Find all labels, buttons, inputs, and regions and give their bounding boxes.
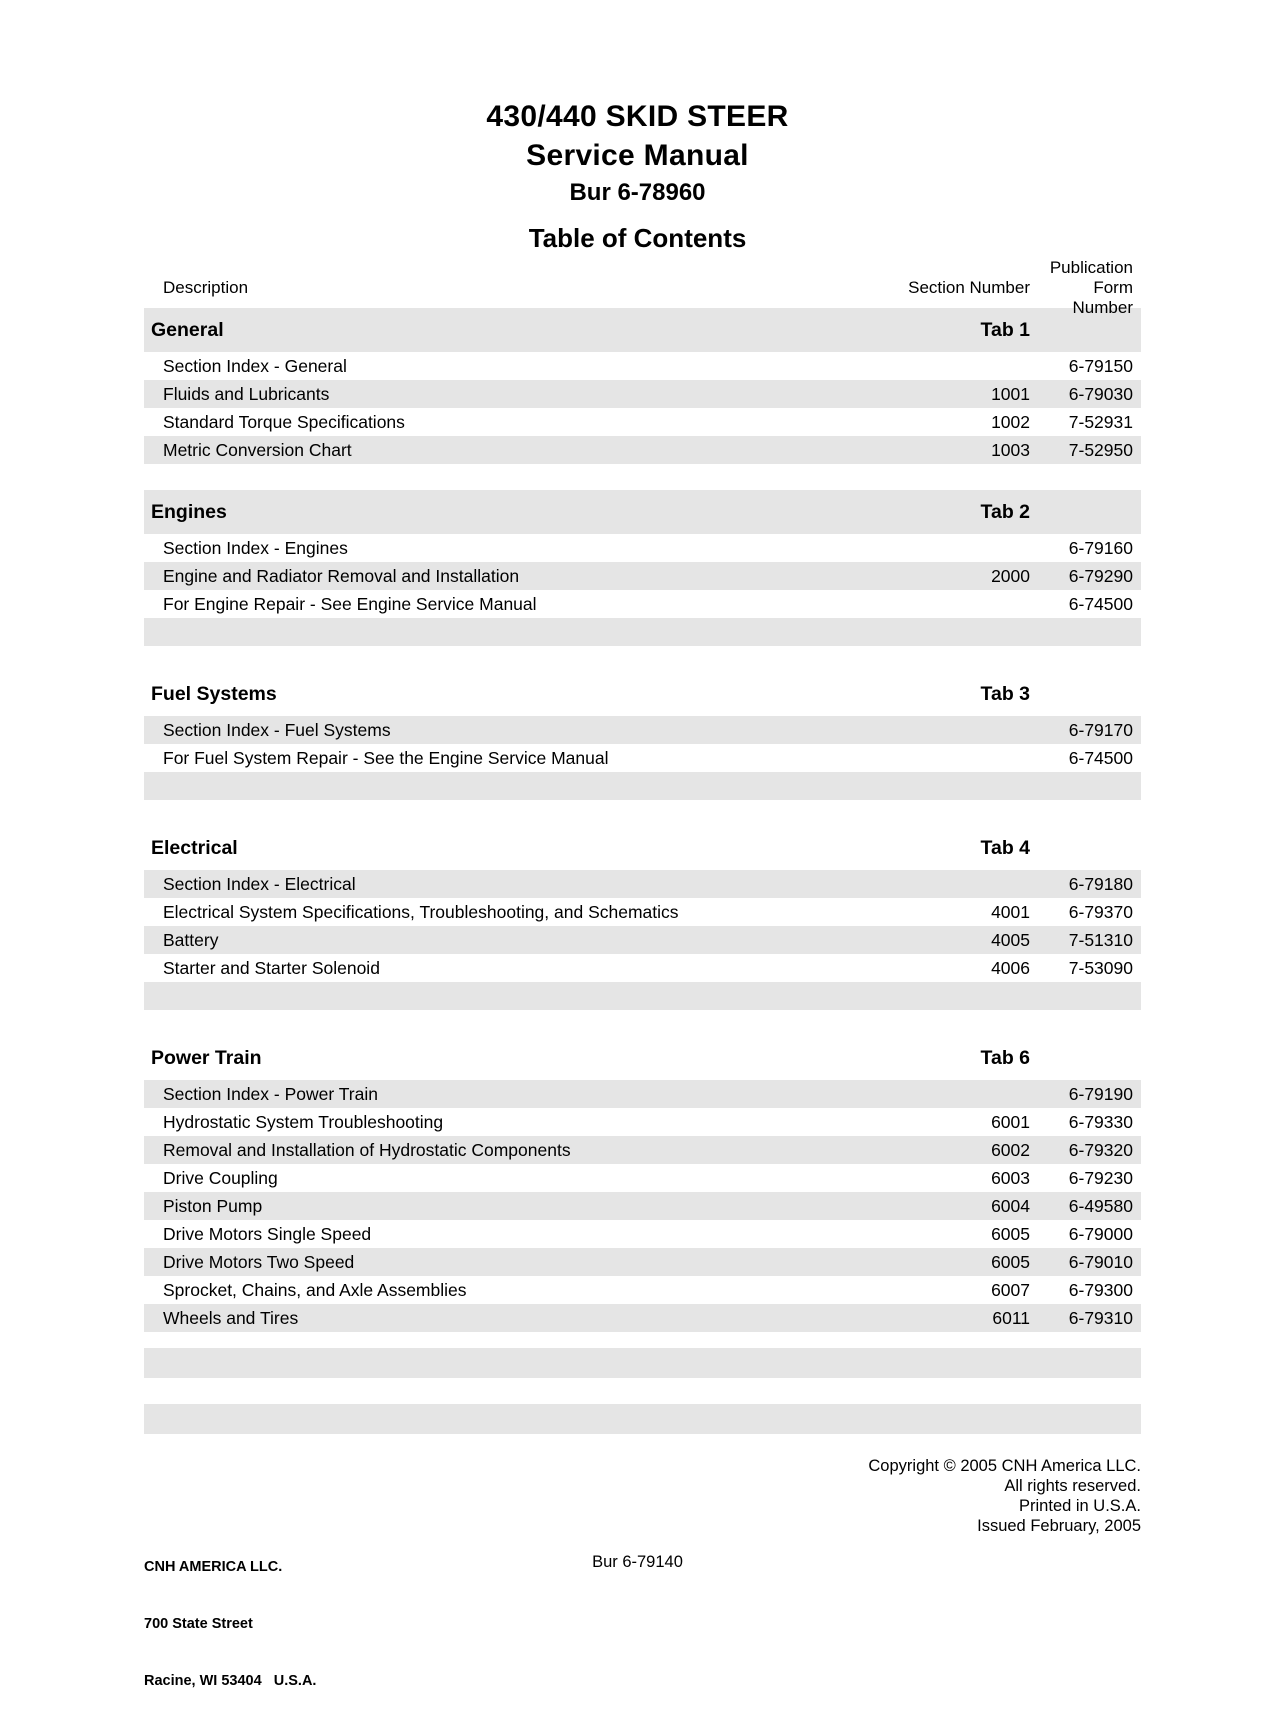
table-of-contents	[144, 258, 1141, 1332]
row-description: Section Index - General	[163, 355, 347, 376]
doc-form-number: Bur 6-78960	[569, 179, 706, 206]
row-section-number: 6004	[991, 1195, 1030, 1216]
row-description: Fluids and Lubricants	[163, 383, 330, 404]
toc-row	[144, 1108, 1141, 1136]
row-description: Piston Pump	[163, 1195, 263, 1216]
row-description: Sprocket, Chains, and Axle Assemblies	[163, 1279, 467, 1300]
row-publication-number: 6-79320	[1068, 1139, 1133, 1160]
row-section-number: 6001	[991, 1111, 1030, 1132]
toc-row	[144, 1248, 1141, 1276]
bottom-empty-bands	[144, 1348, 1141, 1434]
empty-band	[144, 1348, 1141, 1378]
toc-row	[144, 380, 1141, 408]
row-description: Battery	[163, 929, 219, 950]
row-publication-number: 7-52931	[1068, 411, 1133, 432]
row-description: Section Index - Engines	[163, 537, 348, 558]
row-description: Drive Coupling	[163, 1167, 278, 1188]
row-publication-number: 6-79290	[1068, 565, 1133, 586]
section-header-electrical	[144, 826, 1141, 870]
row-section-number: 2000	[991, 565, 1030, 586]
row-publication-number: 6-79310	[1068, 1307, 1133, 1328]
toc-row	[144, 1080, 1141, 1108]
toc-row	[144, 436, 1141, 464]
section-gap	[144, 1010, 1141, 1036]
toc-row	[144, 590, 1141, 618]
footer-company-street: 700 State Street	[144, 1616, 253, 1632]
row-description: Section Index - Electrical	[163, 873, 356, 894]
column-header-publication-line2: Form Number	[1072, 278, 1133, 317]
row-publication-number: 7-52950	[1068, 439, 1133, 460]
toc-row	[144, 926, 1141, 954]
row-publication-number: 6-79000	[1068, 1223, 1133, 1244]
row-publication-number: 6-79030	[1068, 383, 1133, 404]
toc-row	[144, 1276, 1141, 1304]
spacer-row	[144, 982, 1141, 1010]
row-description: Engine and Radiator Removal and Installation	[163, 565, 520, 586]
row-section-number: 6005	[991, 1251, 1030, 1272]
section-tab-label: Tab 2	[980, 500, 1030, 523]
toc-row	[144, 534, 1141, 562]
row-publication-number: 6-79170	[1068, 719, 1133, 740]
row-description: Removal and Installation of Hydrostatic Components	[163, 1139, 571, 1160]
row-publication-number: 6-79150	[1068, 355, 1133, 376]
section-title: General	[151, 318, 224, 341]
row-section-number: 6002	[991, 1139, 1030, 1160]
row-description: Drive Motors Two Speed	[163, 1251, 355, 1272]
footer-copyright: Copyright © 2005 CNH America LLC.	[868, 1457, 1141, 1475]
row-section-number: 6005	[991, 1223, 1030, 1244]
doc-title: 430/440 SKID STEER	[486, 100, 789, 133]
section-gap	[144, 800, 1141, 826]
toc-row	[144, 954, 1141, 982]
row-description: Metric Conversion Chart	[163, 439, 352, 460]
row-publication-number: 6-79010	[1068, 1251, 1133, 1272]
section-tab-label: Tab 1	[980, 318, 1030, 341]
section-title: Electrical	[151, 836, 238, 859]
footer-company-address	[144, 1520, 316, 1729]
section-tab-label: Tab 3	[980, 682, 1030, 705]
section-title: Engines	[151, 500, 227, 523]
row-description: Hydrostatic System Troubleshooting	[163, 1111, 444, 1132]
title-block	[0, 0, 1275, 254]
row-publication-number: 6-79330	[1068, 1111, 1133, 1132]
row-description: Electrical System Specifications, Troubleshooting, and Schematics	[163, 901, 679, 922]
row-section-number: 6011	[992, 1307, 1030, 1328]
row-section-number: 4005	[991, 929, 1030, 950]
section-gap	[144, 646, 1141, 672]
row-publication-number: 6-49580	[1068, 1195, 1133, 1216]
toc-row	[144, 1304, 1141, 1332]
empty-band	[144, 1404, 1141, 1434]
toc-heading: Table of Contents	[528, 223, 747, 253]
row-description: Standard Torque Specifications	[163, 411, 405, 432]
row-publication-number: 6-79230	[1068, 1167, 1133, 1188]
section-header-general	[144, 308, 1141, 352]
doc-subtitle: Service Manual	[526, 139, 749, 172]
toc-row	[144, 1136, 1141, 1164]
toc-row	[144, 1164, 1141, 1192]
column-header-publication	[1030, 258, 1141, 318]
row-publication-number: 6-79300	[1068, 1279, 1133, 1300]
toc-body	[144, 308, 1141, 1332]
column-header-section-number: Section Number	[908, 278, 1030, 297]
toc-row	[144, 744, 1141, 772]
row-description: Drive Motors Single Speed	[163, 1223, 372, 1244]
section-header-power-train	[144, 1036, 1141, 1080]
row-description: Section Index - Fuel Systems	[163, 719, 391, 740]
footer-company-name: CNH AMERICA LLC.	[144, 1559, 283, 1575]
row-publication-number: 7-51310	[1068, 929, 1133, 950]
footer-page-form-number: Bur 6-79140	[592, 1553, 683, 1571]
section-tab-label: Tab 4	[980, 836, 1030, 859]
row-publication-number: 7-53090	[1068, 957, 1133, 978]
spacer-row	[144, 772, 1141, 800]
row-section-number: 4001	[991, 901, 1030, 922]
row-description: Starter and Starter Solenoid	[163, 957, 380, 978]
toc-row	[144, 870, 1141, 898]
row-publication-number: 6-74500	[1068, 593, 1133, 614]
toc-row	[144, 1220, 1141, 1248]
row-publication-number: 6-79180	[1068, 873, 1133, 894]
section-title: Fuel Systems	[151, 682, 277, 705]
row-description: For Engine Repair - See Engine Service Manual	[163, 593, 537, 614]
row-section-number: 6007	[991, 1279, 1030, 1300]
section-gap	[144, 464, 1141, 490]
row-description: Wheels and Tires	[163, 1307, 299, 1328]
row-publication-number: 6-79160	[1068, 537, 1133, 558]
toc-row	[144, 352, 1141, 380]
footer-issued: Issued February, 2005	[977, 1517, 1141, 1535]
toc-row	[144, 716, 1141, 744]
toc-row	[144, 408, 1141, 436]
row-publication-number: 6-74500	[1068, 747, 1133, 768]
section-header-fuel-systems	[144, 672, 1141, 716]
row-section-number: 6003	[991, 1167, 1030, 1188]
footer-copyright-block	[868, 1456, 1141, 1536]
row-section-number: 1003	[991, 439, 1030, 460]
section-tab-label: Tab 6	[980, 1046, 1030, 1069]
row-publication-number: 6-79190	[1068, 1083, 1133, 1104]
footer-printed: Printed in U.S.A.	[1019, 1497, 1141, 1515]
row-description: Section Index - Power Train	[163, 1083, 378, 1104]
section-header-engines	[144, 490, 1141, 534]
column-header-description: Description	[163, 278, 249, 297]
row-section-number: 4006	[991, 957, 1030, 978]
footer-rights: All rights reserved.	[1004, 1477, 1141, 1495]
row-description: For Fuel System Repair - See the Engine Service Manual	[163, 747, 609, 768]
row-section-number: 1002	[991, 411, 1030, 432]
spacer-row	[144, 618, 1141, 646]
section-title: Power Train	[151, 1046, 262, 1069]
column-header-publication-line1: Publication	[1049, 258, 1133, 277]
toc-row	[144, 562, 1141, 590]
footer-company-city: Racine, WI 53404 U.S.A.	[144, 1673, 317, 1689]
column-header-row	[144, 258, 1141, 317]
toc-row	[144, 1192, 1141, 1220]
toc-row	[144, 898, 1141, 926]
row-publication-number: 6-79370	[1068, 901, 1133, 922]
row-section-number: 1001	[991, 383, 1030, 404]
